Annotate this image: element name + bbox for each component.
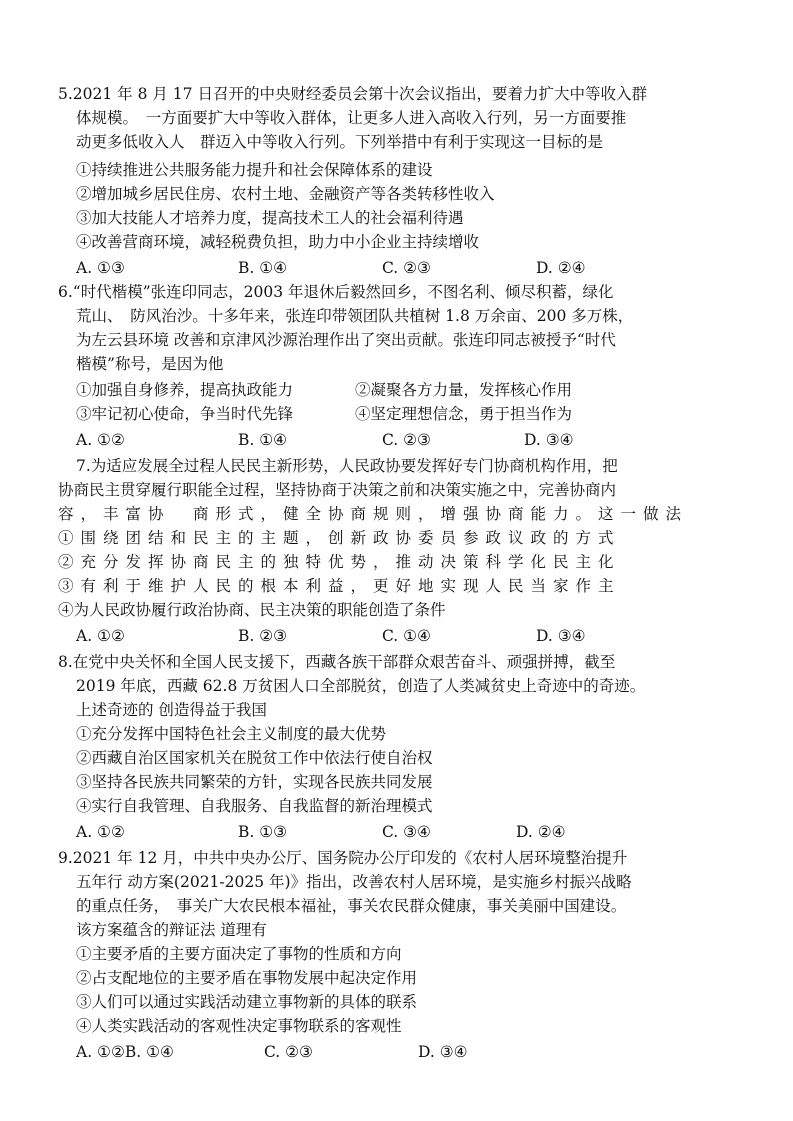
q8-option-d: D. ②④	[516, 823, 566, 841]
q9-option-d: D. ③④	[418, 1043, 468, 1061]
q5-line-3: 动更多低收入人 群迈入中等收入行列。下列举措中有利于实现这一目标的是	[76, 133, 604, 151]
q9-line-1: 9.2021 年 12 月，中共中央办公厅、国务院办公厅印发的《农村人居环境整治提升	[58, 849, 628, 867]
q7-line-2: 协商民主贯穿履行职能全过程，坚持协商于决策之前和决策实施之中，完善协商内	[58, 481, 617, 499]
q6-option-c: C. ②③	[382, 431, 431, 449]
q8-line-2: 2019 年底，西藏 62.8 万贫困人口全部脱贫，创造了人类减贫史上奇迹中的奇迹。	[76, 677, 646, 695]
q6-line-1: 6.“时代楷模”张连印同志，2003 年退休后毅然回乡，不图名利、倾尽积蓄，绿化	[58, 283, 614, 301]
q6-choice-row-1: ①加强自身修养，提高执政能力 ②凝聚各方力量，发挥核心作用	[76, 381, 573, 399]
q9-choice-3: ③人们可以通过实践活动建立事物新的具体的联系	[76, 993, 418, 1011]
q6-option-b: B. ①④	[238, 431, 288, 449]
q5-choice-3: ③加大技能人才培养力度，提高技术工人的社会福利待遇	[76, 209, 464, 227]
q6-line-3: 为左云县环境 改善和京津风沙源治理作出了突出贡献。张连印同志被授予“时代	[76, 331, 616, 349]
q6-option-a: A. ①②	[76, 431, 125, 449]
q8-option-c: C. ③④	[382, 823, 431, 841]
q8-option-a: A. ①②	[76, 823, 125, 841]
q5-line-2: 体规模。 一方面要扩大中等收入群体，让更多人进入高收入行列，另一方面要推	[76, 109, 627, 127]
q5-choice-2: ②增加城乡居民住房、农村土地、金融资产等各类转移性收入	[76, 185, 495, 203]
q5-option-d: D. ②④	[536, 259, 586, 277]
q9-option-ab: A. ①②B. ①④	[76, 1043, 174, 1061]
q8-choice-3: ③坚持各民族共同繁荣的方针，实现各民族共同发展	[76, 773, 433, 791]
q8-option-b: B. ①③	[238, 823, 288, 841]
q6-line-2: 荒山、 防风治沙。十多年来，张连印带领团队共植树 1.8 万余亩、200 多万株，	[76, 307, 634, 325]
q9-choice-2: ②占支配地位的主要矛盾在事物发展中起决定作用	[76, 969, 418, 987]
q7-option-c: C. ①④	[382, 627, 431, 645]
q7-choice-1: ①围绕团结和民主的主题，创新政协委员参政议政的方式	[58, 529, 621, 547]
q7-choice-3: ③有利于维护人民的根本利益，更好地实现人民当家作主	[58, 577, 621, 595]
q5-line-1: 5.2021 年 8 月 17 日召开的中央财经委员会第十次会议指出，要着力扩大中等收入群	[58, 85, 647, 103]
q9-line-3: 的重点任务， 事关广大农民根本福祉，事关农民群众健康，事关美丽中国建设。	[76, 897, 627, 915]
q6-line-4: 楷模”称号，是因为他	[76, 355, 224, 373]
q5-choice-1: ①持续推进公共服务能力提升和社会保障体系的建设	[76, 161, 433, 179]
q9-line-2: 五年行 动方案(2021-2025 年)》指出，改善农村人居环境，是实施乡村振兴战略	[76, 873, 632, 891]
q7-line-3: 容，丰富协 商形式，健全协商规则，增强协商能力。这一做法	[58, 505, 689, 523]
q5-option-a: A. ①③	[76, 259, 125, 277]
q7-line-1: 7.为适应发展全过程人民民主新形势，人民政协要发挥好专门协商机构作用，把	[76, 457, 618, 475]
q5-choice-4: ④改善营商环境，减轻税费负担，助力中小企业主持续增收	[76, 233, 480, 251]
q9-option-c: C. ②③	[264, 1043, 313, 1061]
q6-choice-row-2: ③牢记初心使命，争当时代先锋 ④坚定理想信念，勇于担当作为	[76, 405, 573, 423]
q7-option-b: B. ②③	[238, 627, 288, 645]
q8-choice-2: ②西藏自治区国家机关在脱贫工作中依法行使自治权	[76, 749, 433, 767]
q6-option-d: D. ③④	[524, 431, 574, 449]
q9-choice-4: ④人类实践活动的客观性决定事物联系的客观性	[76, 1017, 402, 1035]
q7-choice-4: ④为人民政协履行政治协商、民主决策的职能创造了条件	[58, 601, 446, 619]
q7-option-a: A. ①②	[76, 627, 125, 645]
q5-option-b: B. ①④	[238, 259, 288, 277]
q9-line-4: 该方案蕴含的辩证法 道理有	[76, 921, 267, 939]
q8-line-1: 8.在党中央关怀和全国人民支援下，西藏各族干部群众艰苦奋斗、顽强拼搏，截至	[58, 653, 616, 671]
q8-choice-4: ④实行自我管理、自我服务、自我监督的新治理模式	[76, 797, 433, 815]
q8-choice-1: ①充分发挥中国特色社会主义制度的最大优势	[76, 725, 387, 743]
q7-option-d: D. ③④	[536, 627, 586, 645]
q8-line-3: 上述奇迹的 创造得益于我国	[76, 701, 267, 719]
q5-option-c: C. ②③	[382, 259, 431, 277]
q7-choice-2: ②充分发挥协商民主的独特优势，推动决策科学化民主化	[58, 553, 621, 571]
q9-choice-1: ①主要矛盾的主要方面决定了事物的性质和方向	[76, 945, 402, 963]
